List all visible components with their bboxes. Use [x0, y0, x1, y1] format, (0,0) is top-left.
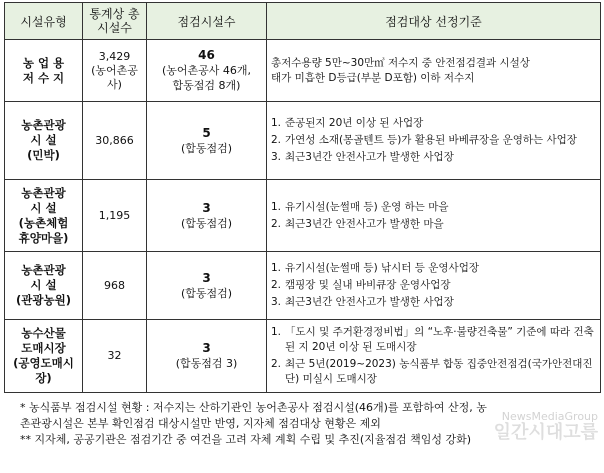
header-criteria: 점검대상 선정기준 — [267, 3, 601, 40]
watermark-line1: NewsMediaGroup — [501, 410, 598, 423]
inspection-count-cell — [147, 320, 267, 393]
criteria-item-number: 2. — [271, 358, 282, 370]
facility-type-line: 휴양마을) — [18, 230, 69, 245]
criteria-item-number: 2. — [271, 134, 282, 146]
inspection-count-value: 3 — [202, 341, 211, 355]
facility-type-cell — [5, 320, 83, 393]
footnote-line: * 농식품부 점검시설 현황 : 저수지는 산하기관인 농어촌공사 점검시설(46개)를 포함하여 산정, 농 — [20, 401, 487, 414]
criteria-item — [271, 116, 597, 131]
criteria-item — [271, 261, 597, 276]
inspection-count-note: (합동점검) — [180, 216, 233, 230]
criteria-item-text: 「도시 및 주거환경정비법」의 “노후·불량건축물” 기준에 따라 건축된 지 20년 이상 된 도매시장 — [285, 326, 594, 353]
header-facility-type: 시설유형 — [5, 3, 83, 40]
criteria-item — [271, 325, 597, 355]
criteria-item — [271, 295, 597, 310]
table-row — [5, 102, 601, 180]
total-count-note: (농어촌공사) — [91, 63, 138, 91]
facility-type-line: (관광농원) — [16, 293, 71, 307]
facility-type-line: 농촌관광 — [21, 118, 66, 132]
criteria-item-text: 최근3년간 안전사고가 발생한 사업장 — [285, 296, 454, 308]
criteria-item-number: 2. — [271, 279, 282, 291]
table-row — [5, 320, 601, 393]
criteria-item-text: 최근3년간 안전사고가 발생한 사업장 — [285, 151, 454, 163]
inspection-table — [4, 2, 601, 393]
facility-type-line: 저 수 지 — [22, 70, 65, 85]
inspection-count-value: 3 — [202, 200, 211, 215]
criteria-item-number: 2. — [271, 217, 282, 230]
inspection-count-value: 46 — [198, 48, 215, 62]
inspection-count-cell — [147, 252, 267, 320]
total-count-value: 3,429 — [98, 49, 131, 63]
watermark-line2: 일간시대고릅 — [493, 422, 598, 443]
criteria-item-text: 가연성 소재(몽골텐트 등)가 활용된 바베큐장을 운영하는 사업장 — [285, 134, 577, 146]
inspection-count-value: 5 — [202, 125, 211, 140]
criteria-item — [271, 133, 597, 148]
inspection-count-cell — [147, 40, 267, 102]
criteria-item-text: 캠핑장 및 실내 바비큐장 운영사업장 — [285, 279, 451, 291]
facility-type-line: 도매시장 — [21, 341, 66, 355]
criteria-item-number: 1. — [271, 262, 282, 274]
inspection-count-note: 합동점검 8개) — [172, 79, 241, 92]
criteria-item — [271, 217, 597, 232]
total-count-value: 968 — [104, 278, 125, 292]
criteria-item — [271, 150, 597, 165]
facility-type-line: (공영도매시장) — [13, 356, 74, 385]
facility-type-line: 농 업 용 — [22, 55, 65, 70]
facility-type-line: 시 설 — [30, 133, 57, 147]
criteria-item-number: 3. — [271, 296, 282, 308]
criteria-cell — [267, 40, 601, 102]
facility-type-line: 농수산물 — [21, 326, 66, 340]
facility-type-cell — [5, 40, 83, 102]
criteria-cell — [267, 320, 601, 393]
facility-type-cell — [5, 102, 83, 180]
total-count-cell — [83, 102, 147, 180]
total-count-cell — [83, 252, 147, 320]
inspection-count-value: 3 — [202, 270, 211, 285]
inspection-count-cell — [147, 102, 267, 180]
criteria-text-line: 총저수용량 5만~30만㎥ 저수지 중 안전점검결과 시설상 — [271, 56, 530, 69]
total-count-value: 30,866 — [95, 133, 134, 147]
inspection-count-note: (합동점검) — [180, 286, 233, 300]
footnote-line: 촌관광시설은 본부 확인점검 대상시설만 반영, 지자체 점검대상 현황은 제외 — [20, 417, 381, 430]
facility-type-line: (민박) — [27, 148, 60, 162]
criteria-item-text: 유기시설(눈썰매 등) 운영 하는 마을 — [285, 200, 449, 213]
criteria-item-number: 3. — [271, 151, 282, 163]
criteria-cell — [267, 180, 601, 252]
table-row — [5, 180, 601, 252]
criteria-item — [271, 200, 597, 215]
criteria-item — [271, 278, 597, 293]
footnote-line: ** 지자체, 공공기관은 점검기간 중 여건을 고려 자체 계획 수립 및 추진(지율점검 책임성 강화) — [20, 433, 472, 446]
table-header-row — [5, 3, 601, 40]
criteria-cell — [267, 102, 601, 180]
total-count-cell — [83, 40, 147, 102]
criteria-item-text: 최근3년간 안전사고가 발생한 마을 — [285, 217, 444, 230]
facility-type-cell — [5, 252, 83, 320]
criteria-cell — [267, 252, 601, 320]
criteria-item-number: 1. — [271, 326, 282, 338]
watermark — [494, 410, 598, 443]
table-row — [5, 40, 601, 102]
inspection-count-note: (합동점검) — [180, 141, 233, 155]
inspection-count-cell — [147, 180, 267, 252]
criteria-item — [271, 357, 597, 387]
facility-type-line: 시 설 — [30, 278, 57, 292]
header-total-count-line2: 시설수 — [97, 21, 132, 35]
header-total-count-line1: 통계상 총 — [89, 7, 140, 21]
header-inspection-count: 점검시설수 — [147, 3, 267, 40]
total-count-cell — [83, 320, 147, 393]
criteria-item-text: 유기시설(눈썰매 등) 낚시터 등 운영사업장 — [285, 262, 479, 274]
total-count-value: 1,195 — [98, 208, 131, 222]
header-total-count — [83, 3, 147, 40]
criteria-item-text: 최근 5년(2019~2023) 농식품부 합동 집중안전점검(국가안전대진단) 미실시 도매시장 — [285, 358, 593, 385]
facility-type-cell — [5, 180, 83, 252]
table-row — [5, 252, 601, 320]
facility-type-line: (농촌체험 — [18, 215, 69, 230]
facility-type-line: 농촌관광 — [21, 263, 66, 277]
inspection-count-note: (합동점검 3) — [175, 357, 238, 370]
criteria-item-number: 1. — [271, 117, 282, 129]
criteria-text-line: 태가 미흡한 D등급(부분 D포함) 이하 저수지 — [271, 71, 475, 84]
total-count-cell — [83, 180, 147, 252]
facility-type-line: 농촌관광 — [21, 185, 66, 200]
facility-type-line: 시 설 — [30, 200, 57, 215]
criteria-item-text: 준공된지 20년 이상 된 사업장 — [285, 117, 424, 129]
total-count-value: 32 — [107, 349, 122, 362]
inspection-count-note: (농어촌공사 46개, — [161, 64, 252, 77]
criteria-item-number: 1. — [271, 200, 282, 213]
